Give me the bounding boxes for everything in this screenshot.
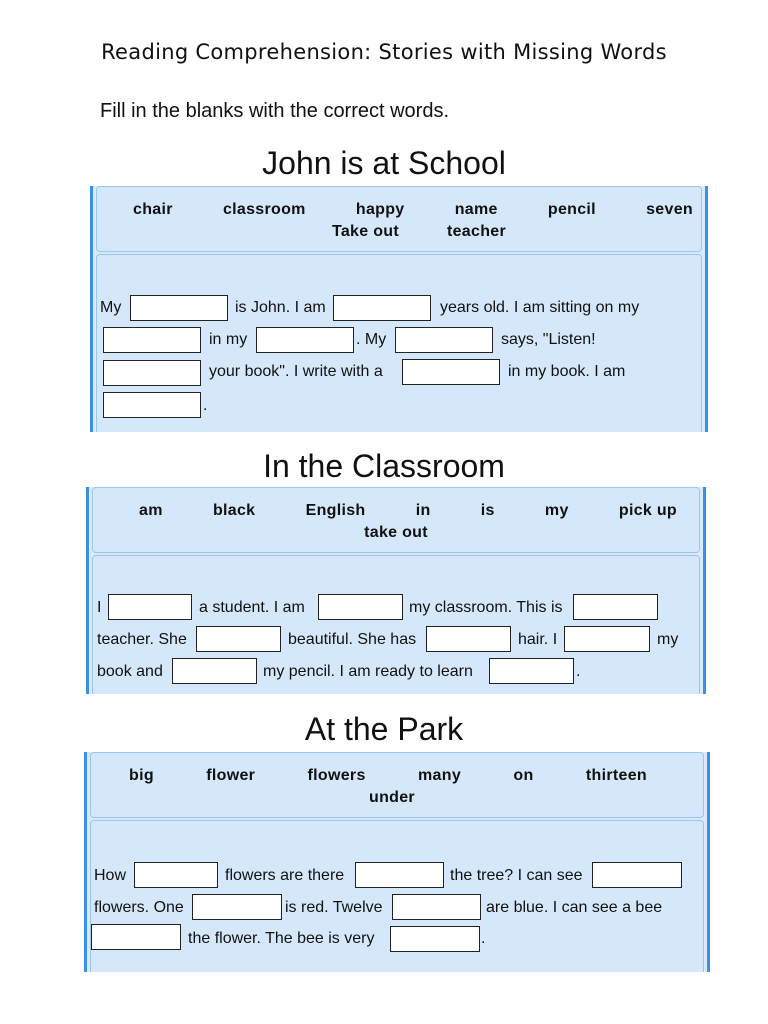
story-text: is red. Twelve [285, 899, 383, 916]
story-text: My [100, 299, 122, 316]
story-text: in my book. I am [508, 363, 626, 380]
word-bank-item: my [544, 502, 569, 519]
story-text: your book". I write with a [209, 363, 383, 380]
word-bank-item: happy [355, 201, 405, 218]
answer-blank[interactable] [564, 626, 650, 652]
word-bank-item: flowers [307, 767, 366, 784]
word-bank-item: pick up [618, 502, 677, 519]
word-bank-item: classroom [222, 201, 306, 218]
story-text: . My [356, 331, 387, 348]
story-text: are blue. I can see a bee [486, 899, 663, 916]
word-bank-item: seven [646, 201, 693, 218]
answer-blank[interactable] [489, 658, 574, 684]
story-text: . [576, 663, 581, 680]
story-text: my classroom. This is [409, 599, 563, 616]
story-text: my [657, 631, 679, 648]
story-text: book and [97, 663, 163, 680]
word-bank-item: am [139, 502, 163, 519]
answer-blank[interactable] [108, 594, 192, 620]
answer-blank[interactable] [592, 862, 682, 888]
word-bank-item: chair [133, 201, 173, 218]
word-bank [96, 186, 702, 252]
story-text: hair. I [518, 631, 558, 648]
answer-blank[interactable] [355, 862, 444, 888]
word-bank-item: is [480, 502, 495, 519]
answer-blank[interactable] [192, 894, 282, 920]
answer-blank[interactable] [395, 327, 493, 353]
answer-blank[interactable] [134, 862, 218, 888]
story-text: flowers. One [94, 899, 184, 916]
word-bank-item: under [369, 789, 415, 806]
answer-blank[interactable] [103, 327, 201, 353]
instructions: Fill in the blanks with the correct words. [100, 100, 450, 122]
answer-blank[interactable] [103, 392, 201, 418]
story-text: a student. I am [199, 599, 305, 616]
story-text: . [481, 930, 486, 947]
word-bank-item: on [513, 767, 534, 784]
story-text: the tree? I can see [450, 867, 583, 884]
story-text: says, "Listen! [501, 331, 596, 348]
word-bank-item: pencil [547, 201, 596, 218]
story-text: . [203, 397, 208, 414]
worksheet-title: Reading Comprehension: Stories with Missing Words [101, 40, 667, 64]
story-text: teacher. She [97, 631, 187, 648]
story-text: is John. I am [235, 299, 326, 316]
word-bank-item: take out [364, 524, 428, 541]
story-text: the flower. The bee is very [188, 930, 375, 947]
word-bank-item: big [129, 767, 154, 784]
answer-blank[interactable] [333, 295, 431, 321]
answer-blank[interactable] [392, 894, 481, 920]
answer-blank[interactable] [402, 359, 500, 385]
story-text: I [97, 599, 102, 616]
story-text: my pencil. I am ready to learn [263, 663, 473, 680]
word-bank-item: English [305, 502, 366, 519]
answer-blank[interactable] [172, 658, 257, 684]
story-text: years old. I am sitting on my [440, 299, 640, 316]
answer-blank[interactable] [573, 594, 658, 620]
word-bank-item: name [454, 201, 498, 218]
answer-blank[interactable] [103, 360, 201, 386]
section-heading-at-the-park: At the Park [304, 711, 464, 747]
word-bank-item: in [415, 502, 431, 519]
answer-blank[interactable] [130, 295, 228, 321]
word-bank-item: flower [206, 767, 256, 784]
answer-blank[interactable] [196, 626, 281, 652]
story-text: How [94, 867, 127, 884]
word-bank-item: many [418, 767, 462, 784]
word-bank-item: teacher [446, 223, 507, 240]
answer-blank[interactable] [390, 926, 480, 952]
story-text: flowers are there [225, 867, 345, 884]
answer-blank[interactable] [426, 626, 511, 652]
word-bank [92, 487, 700, 553]
word-bank-item: thirteen [585, 767, 647, 784]
answer-blank[interactable] [256, 327, 354, 353]
answer-blank[interactable] [91, 924, 181, 950]
story-text: beautiful. She has [288, 631, 417, 648]
word-bank [90, 752, 704, 818]
answer-blank[interactable] [318, 594, 403, 620]
section-heading-in-the-classroom: In the Classroom [263, 448, 505, 484]
story-text: in my [209, 331, 248, 348]
word-bank-item: black [212, 502, 256, 519]
word-bank-item: Take out [331, 223, 399, 240]
section-heading-john-is-at-school: John is at School [262, 145, 506, 181]
